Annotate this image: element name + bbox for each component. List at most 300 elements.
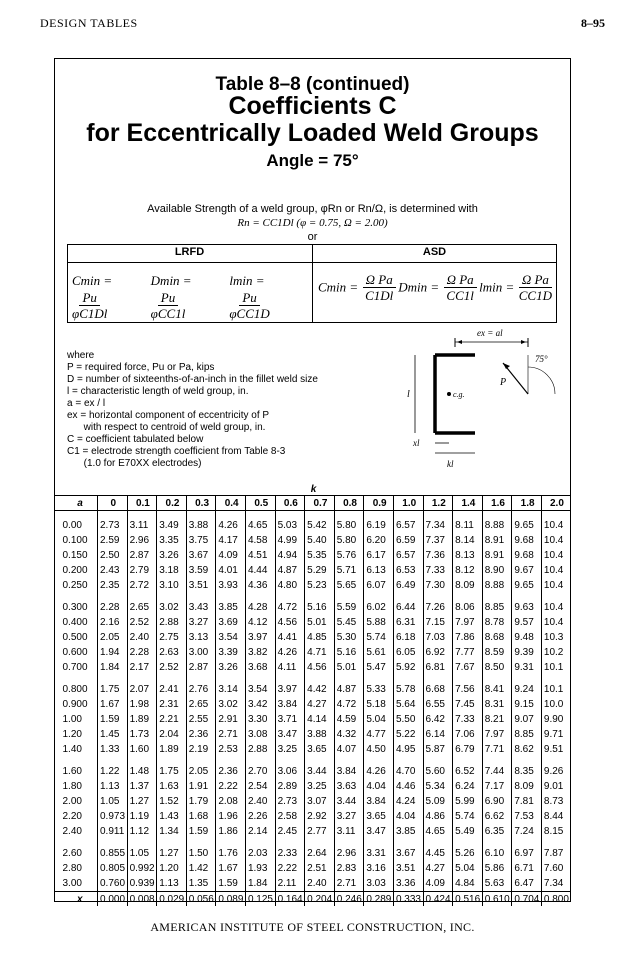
table-cell: 7.03 (423, 630, 453, 645)
group-spacer (55, 511, 571, 519)
table-cell: 8.88 (482, 518, 512, 533)
table-cell: 3.84 (364, 794, 394, 809)
table-cell: 2.88 (157, 615, 187, 630)
table-cell: 2.31 (157, 697, 187, 712)
table-cell: 0.992 (127, 861, 157, 876)
table-cell: 3.49 (157, 518, 187, 533)
table-cell: 2.43 (98, 563, 128, 578)
table-cell: 1.93 (245, 861, 275, 876)
table-cell: 0.008 (127, 892, 157, 907)
table-cell: 1.91 (186, 779, 216, 794)
table-cell: 10.4 (543, 565, 564, 576)
table-cell: 4.50 (364, 742, 394, 757)
table-cell: 9.15 (512, 697, 542, 712)
table-cell: 2.40 (305, 876, 335, 892)
table-cell: 6.47 (512, 876, 542, 892)
table-cell: 3.02 (216, 697, 246, 712)
table-cell: 3.85 (393, 824, 423, 839)
table-cell: 4.45 (423, 846, 453, 861)
where-line: a = ex / l (67, 398, 106, 409)
lrfd-formulas (72, 272, 308, 321)
table-cell: 6.79 (453, 742, 483, 757)
k-header: 1.0 (393, 496, 423, 511)
l-label: l (407, 389, 410, 400)
table-cell: 3.35 (157, 533, 187, 548)
table-cell: 10.1 (543, 684, 564, 695)
table-cell: 4.46 (393, 779, 423, 794)
table-cell: 9.63 (512, 600, 542, 615)
table-cell: 2.40 (245, 794, 275, 809)
table-cell: 3.75 (186, 533, 216, 548)
table-cell: 5.49 (453, 824, 483, 839)
p-label: P (500, 377, 507, 388)
table-cell: 7.81 (512, 794, 542, 809)
table-cell: 3.14 (216, 682, 246, 697)
table-cell: 0.610 (482, 892, 512, 907)
table-row (55, 779, 571, 794)
table-row (55, 861, 571, 876)
table-cell: 3.43 (186, 600, 216, 615)
column-header-row (55, 496, 571, 511)
table-cell: 2.80 (55, 861, 98, 876)
table-cell: 9.51 (543, 744, 564, 755)
table-cell: 1.84 (98, 660, 128, 675)
table-number: Table 8–8 (continued) (215, 74, 410, 95)
table-row (55, 727, 571, 742)
table-cell: 3.71 (275, 712, 305, 727)
table-cell: 1.79 (186, 794, 216, 809)
table-cell: 8.90 (482, 563, 512, 578)
table-cell: 1.19 (127, 809, 157, 824)
table-cell: 7.17 (482, 779, 512, 794)
table-cell: 2.16 (98, 615, 128, 630)
table-cell: 4.01 (216, 563, 246, 578)
table-cell: 3.51 (393, 861, 423, 876)
publisher-footer: AMERICAN INSTITUTE OF STEEL CONSTRUCTION, INC. (150, 920, 475, 934)
k-header: 0.1 (127, 496, 157, 511)
table-cell: 4.26 (275, 645, 305, 660)
intro-line-2: Rn = CC1Dl (φ = 0.75, Ω = 2.00) (237, 217, 388, 229)
table-cell: 0.056 (186, 892, 216, 907)
table-cell: 2.65 (127, 600, 157, 615)
table-cell: 0.400 (55, 615, 98, 630)
table-cell: 5.78 (393, 682, 423, 697)
table-cell: 4.26 (216, 518, 246, 533)
table-cell: 4.95 (393, 742, 423, 757)
where-line: l = characteristic length of weld group, in. (67, 386, 249, 397)
table-cell: 8.91 (482, 548, 512, 563)
table-cell: 1.59 (186, 824, 216, 839)
table-cell: 2.40 (127, 630, 157, 645)
table-cell: 5.40 (305, 533, 335, 548)
table-cell: 1.59 (98, 712, 128, 727)
where-line: C1 = electrode strength coefficient from Table 8-3 (67, 446, 286, 457)
k-header: 0.8 (334, 496, 364, 511)
table-cell: 3.00 (55, 876, 98, 892)
table-cell: 1.00 (55, 712, 98, 727)
table-cell: 6.49 (393, 578, 423, 593)
table-cell: 4.59 (334, 712, 364, 727)
table-cell: 7.97 (453, 615, 483, 630)
table-cell: 0.100 (55, 533, 98, 548)
table-cell: 3.27 (186, 615, 216, 630)
coefficient-table (54, 484, 571, 906)
table-cell: 2.70 (245, 764, 275, 779)
table-cell: 3.88 (186, 518, 216, 533)
table-cell: 2.52 (127, 615, 157, 630)
table-cell: 4.36 (245, 578, 275, 593)
table-cell: 2.65 (186, 697, 216, 712)
table-cell: 6.24 (453, 779, 483, 794)
table-cell: 4.27 (423, 861, 453, 876)
table-cell: 5.80 (334, 518, 364, 533)
table-cell: 7.67 (453, 660, 483, 675)
table-row (55, 518, 571, 533)
table-cell: 4.58 (245, 533, 275, 548)
where-line: C = coefficient tabulated below (67, 434, 204, 445)
table-cell: 5.74 (453, 809, 483, 824)
table-cell: 5.80 (334, 533, 364, 548)
table-cell: 1.98 (127, 697, 157, 712)
k-axis-label: k (310, 484, 317, 495)
table-cell: 6.62 (482, 809, 512, 824)
table-cell: 3.10 (157, 578, 187, 593)
lrfd-lmin: lmin = $\frac{Pu}{\text{φCC1D}}$ (229, 273, 270, 321)
table-cell: 2.75 (157, 630, 187, 645)
table-cell: 4.85 (305, 630, 335, 645)
table-cell: 1.67 (98, 697, 128, 712)
table-cell: 9.65 (512, 578, 542, 593)
table-cell: 1.05 (98, 794, 128, 809)
table-cell: 1.89 (157, 742, 187, 757)
table-cell: 7.33 (453, 712, 483, 727)
table-cell: 7.15 (423, 615, 453, 630)
table-cell: 4.28 (245, 600, 275, 615)
table-cell: 2.20 (55, 809, 98, 824)
table-cell: 2.77 (305, 824, 335, 839)
table-cell: 8.13 (453, 548, 483, 563)
table-cell: 2.76 (186, 682, 216, 697)
group-spacer (55, 593, 571, 600)
k-header: 0.2 (157, 496, 187, 511)
table-cell: 5.04 (364, 712, 394, 727)
table-cell: 4.11 (275, 660, 305, 675)
table-cell: 2.22 (216, 779, 246, 794)
k-header: 0.9 (364, 496, 394, 511)
table-cell: 6.90 (482, 794, 512, 809)
table-cell: 6.20 (364, 533, 394, 548)
table-cell: 3.69 (216, 615, 246, 630)
table-cell: 9.67 (512, 563, 542, 578)
k-header: 1.4 (453, 496, 483, 511)
table-subtitle: for Eccentrically Loaded Weld Groups (86, 119, 539, 147)
table-cell: 10.3 (543, 632, 564, 643)
table-cell: 1.94 (98, 645, 128, 660)
table-cell: 0.125 (245, 892, 275, 907)
table-cell: 5.26 (453, 846, 483, 861)
table-cell: 2.08 (216, 794, 246, 809)
table-cell: 0.805 (98, 861, 128, 876)
table-cell: 8.41 (482, 682, 512, 697)
asd-lmin: lmin = $\frac{\text{Ω Pa}}{CC1D}$ (479, 272, 552, 303)
table-cell: 6.59 (393, 533, 423, 548)
table-cell: 5.64 (393, 697, 423, 712)
table-row (55, 615, 571, 630)
table-cell: 0.704 (512, 892, 542, 907)
table-cell: 6.05 (393, 645, 423, 660)
weld-group-diagram (385, 325, 565, 477)
table-row (55, 846, 571, 861)
table-cell: 8.85 (482, 600, 512, 615)
table-cell: 8.73 (543, 796, 564, 807)
table-row (55, 630, 571, 645)
table-cell: 3.85 (216, 600, 246, 615)
table-row (55, 742, 571, 757)
table-cell: 8.44 (543, 811, 564, 822)
table-cell: 1.96 (216, 809, 246, 824)
table-cell: 9.26 (543, 766, 564, 777)
table-cell: 5.45 (334, 615, 364, 630)
table-cell: 4.42 (305, 682, 335, 697)
lrfd-label: LRFD (174, 246, 205, 258)
table-cell: 5.01 (305, 615, 335, 630)
table-cell: 0.089 (216, 892, 246, 907)
table-cell: 0.164 (275, 892, 305, 907)
table-cell: 1.33 (98, 742, 128, 757)
table-cell: 2.51 (305, 861, 335, 876)
table-cell: 1.60 (55, 764, 98, 779)
table-cell: 0.333 (393, 892, 423, 907)
table-cell: 9.39 (512, 645, 542, 660)
asd-cmin: Cmin = $\frac{\text{Ω Pa}}{C1Dl}$ (318, 272, 396, 303)
table-cell: 5.35 (305, 548, 335, 563)
table-cell: 6.02 (364, 600, 394, 615)
table-cell: 6.97 (512, 846, 542, 861)
table-cell: 5.99 (453, 794, 483, 809)
table-cell: 6.13 (364, 563, 394, 578)
table-cell: 3.47 (275, 727, 305, 742)
table-cell: 2.83 (334, 861, 364, 876)
table-cell: 1.45 (98, 727, 128, 742)
table-cell: 2.92 (305, 809, 335, 824)
table-cell: 7.37 (423, 533, 453, 548)
table-cell: 0.973 (98, 809, 128, 824)
table-cell: 2.05 (98, 630, 128, 645)
table-cell: 4.24 (393, 794, 423, 809)
running-header-left: DESIGN TABLES (40, 16, 138, 30)
table-cell: 8.15 (543, 826, 564, 837)
table-cell: 0.800 (541, 892, 570, 907)
group-spacer (55, 757, 571, 764)
table-cell: 3.93 (216, 578, 246, 593)
table-cell: 6.57 (393, 518, 423, 533)
table-cell: 4.14 (305, 712, 335, 727)
table-cell: 2.45 (275, 824, 305, 839)
asd-formulas (318, 272, 552, 303)
table-cell: 3.26 (157, 548, 187, 563)
table-cell: 9.68 (512, 548, 542, 563)
table-cell: 7.34 (423, 518, 453, 533)
table-cell: 2.36 (186, 727, 216, 742)
table-cell: 1.60 (127, 742, 157, 757)
table-cell: 5.88 (364, 615, 394, 630)
table-cell: 2.07 (127, 682, 157, 697)
table-cell: 1.67 (216, 861, 246, 876)
k-label-row (55, 484, 571, 496)
table-cell: 4.41 (275, 630, 305, 645)
table-cell: 1.13 (98, 779, 128, 794)
table-cell: 9.71 (543, 729, 564, 740)
table-cell: 2.96 (334, 846, 364, 861)
table-cell: 2.52 (157, 660, 187, 675)
table-cell: 3.67 (186, 548, 216, 563)
table-cell: 8.21 (482, 712, 512, 727)
table-cell: 5.30 (334, 630, 364, 645)
table-cell: 5.71 (334, 563, 364, 578)
table-cell: 3.03 (364, 876, 394, 892)
table-cell: 6.52 (453, 764, 483, 779)
table-cell: 7.36 (423, 548, 453, 563)
table-cell: 10.2 (543, 647, 564, 658)
table-row (55, 809, 571, 824)
table-cell: 5.86 (482, 861, 512, 876)
table-cell: 3.65 (305, 742, 335, 757)
where-block (67, 350, 318, 470)
table-cell: 3.27 (334, 809, 364, 824)
table-cell: 1.43 (157, 809, 187, 824)
table-row (55, 682, 571, 697)
table-cell: 5.09 (423, 794, 453, 809)
table-cell: 4.07 (334, 742, 364, 757)
table-cell: 2.28 (127, 645, 157, 660)
table-cell: 3.44 (305, 764, 335, 779)
table-cell: 1.48 (127, 764, 157, 779)
table-cell: 3.02 (157, 600, 187, 615)
table-row (55, 563, 571, 578)
table-cell: 0.00 (55, 518, 98, 533)
table-cell: 5.18 (364, 697, 394, 712)
table-cell: 3.00 (186, 645, 216, 660)
where-line: P = required force, Pu or Pa, kips (67, 362, 215, 373)
table-cell: 3.82 (245, 645, 275, 660)
table-cell: 2.88 (245, 742, 275, 757)
table-cell: 10.0 (543, 699, 564, 710)
table-cell: 4.32 (334, 727, 364, 742)
table-cell: 3.18 (157, 563, 187, 578)
table-cell: 8.85 (512, 727, 542, 742)
table-cell: 0.500 (55, 630, 98, 645)
table-cell: 9.48 (512, 630, 542, 645)
table-cell: 7.45 (453, 697, 483, 712)
k-header: 0 (98, 496, 128, 511)
table-cell: 6.68 (423, 682, 453, 697)
table-cell: 3.31 (364, 846, 394, 861)
table-cell: 8.78 (482, 615, 512, 630)
table-cell: 10.4 (543, 617, 564, 628)
table-cell: 7.33 (423, 563, 453, 578)
table-cell: 2.03 (245, 846, 275, 861)
a-header: a (55, 496, 98, 511)
table-cell: 3.11 (127, 518, 157, 533)
table-cell: 8.50 (482, 660, 512, 675)
angle-value: 75° (535, 354, 548, 364)
table-cell: 5.22 (393, 727, 423, 742)
k-header: 0.3 (186, 496, 216, 511)
table-cell: 2.54 (245, 779, 275, 794)
table-cell: 7.60 (543, 863, 564, 874)
table-cell: 0.150 (55, 548, 98, 563)
table-cell: 3.25 (275, 742, 305, 757)
table-cell: 2.26 (245, 809, 275, 824)
table-cell: 8.12 (453, 563, 483, 578)
table-cell: 10.4 (543, 580, 564, 591)
table-cell: 5.47 (364, 660, 394, 675)
table-cell: 4.80 (275, 578, 305, 593)
k-header: 0.6 (275, 496, 305, 511)
table-cell: 5.34 (423, 779, 453, 794)
table-cell: 2.71 (216, 727, 246, 742)
where-line: ex = horizontal component of eccentricity of P (67, 410, 270, 421)
table-cell: 6.10 (482, 846, 512, 861)
table-cell: 1.12 (127, 824, 157, 839)
table-cell: 9.24 (512, 682, 542, 697)
table-row (55, 533, 571, 548)
table-cell: 4.65 (423, 824, 453, 839)
table-cell: 2.14 (245, 824, 275, 839)
table-cell: 8.35 (512, 764, 542, 779)
table-cell: 0.289 (364, 892, 394, 907)
table-cell: 5.16 (305, 600, 335, 615)
table-cell: 7.77 (453, 645, 483, 660)
table-cell: 7.06 (453, 727, 483, 742)
table-cell: 1.40 (55, 742, 98, 757)
table-cell: 2.59 (98, 533, 128, 548)
table-cell: 1.20 (157, 861, 187, 876)
table-cell: 1.13 (157, 876, 187, 892)
table-cell: 1.37 (127, 779, 157, 794)
table-cell: 6.31 (393, 615, 423, 630)
table-cell: 0.700 (55, 660, 98, 675)
table-row (55, 548, 571, 563)
table-cell: 4.71 (305, 645, 335, 660)
table-cell: 1.52 (157, 794, 187, 809)
table-cell: 2.73 (275, 794, 305, 809)
table-cell: 8.14 (453, 533, 483, 548)
table-cell: 6.71 (512, 861, 542, 876)
table-cell: 7.26 (423, 600, 453, 615)
lrfd-cmin: Cmin = $\frac{Pu}{\varphi C1Dl}$ (72, 273, 113, 321)
table-cell: 5.60 (423, 764, 453, 779)
lrfd-dmin: Dmin = $\frac{Pu}{\text{φCC1l}}$ (150, 273, 192, 321)
table-cell: 5.29 (305, 563, 335, 578)
table-cell: 8.91 (482, 533, 512, 548)
centroid-marker (447, 392, 451, 396)
table-cell: 2.05 (186, 764, 216, 779)
table-cell: 2.55 (186, 712, 216, 727)
table-cell: 3.36 (393, 876, 423, 892)
table-row (55, 645, 571, 660)
table-cell: 1.59 (216, 876, 246, 892)
table-row (55, 824, 571, 839)
table-cell: 1.76 (216, 846, 246, 861)
table-cell: 1.80 (55, 779, 98, 794)
table-cell: 4.70 (393, 764, 423, 779)
table-cell: 6.44 (393, 600, 423, 615)
table-cell: 5.63 (482, 876, 512, 892)
table-cell: 0.600 (55, 645, 98, 660)
table-cell: 4.99 (275, 533, 305, 548)
table-cell: 2.40 (55, 824, 98, 839)
